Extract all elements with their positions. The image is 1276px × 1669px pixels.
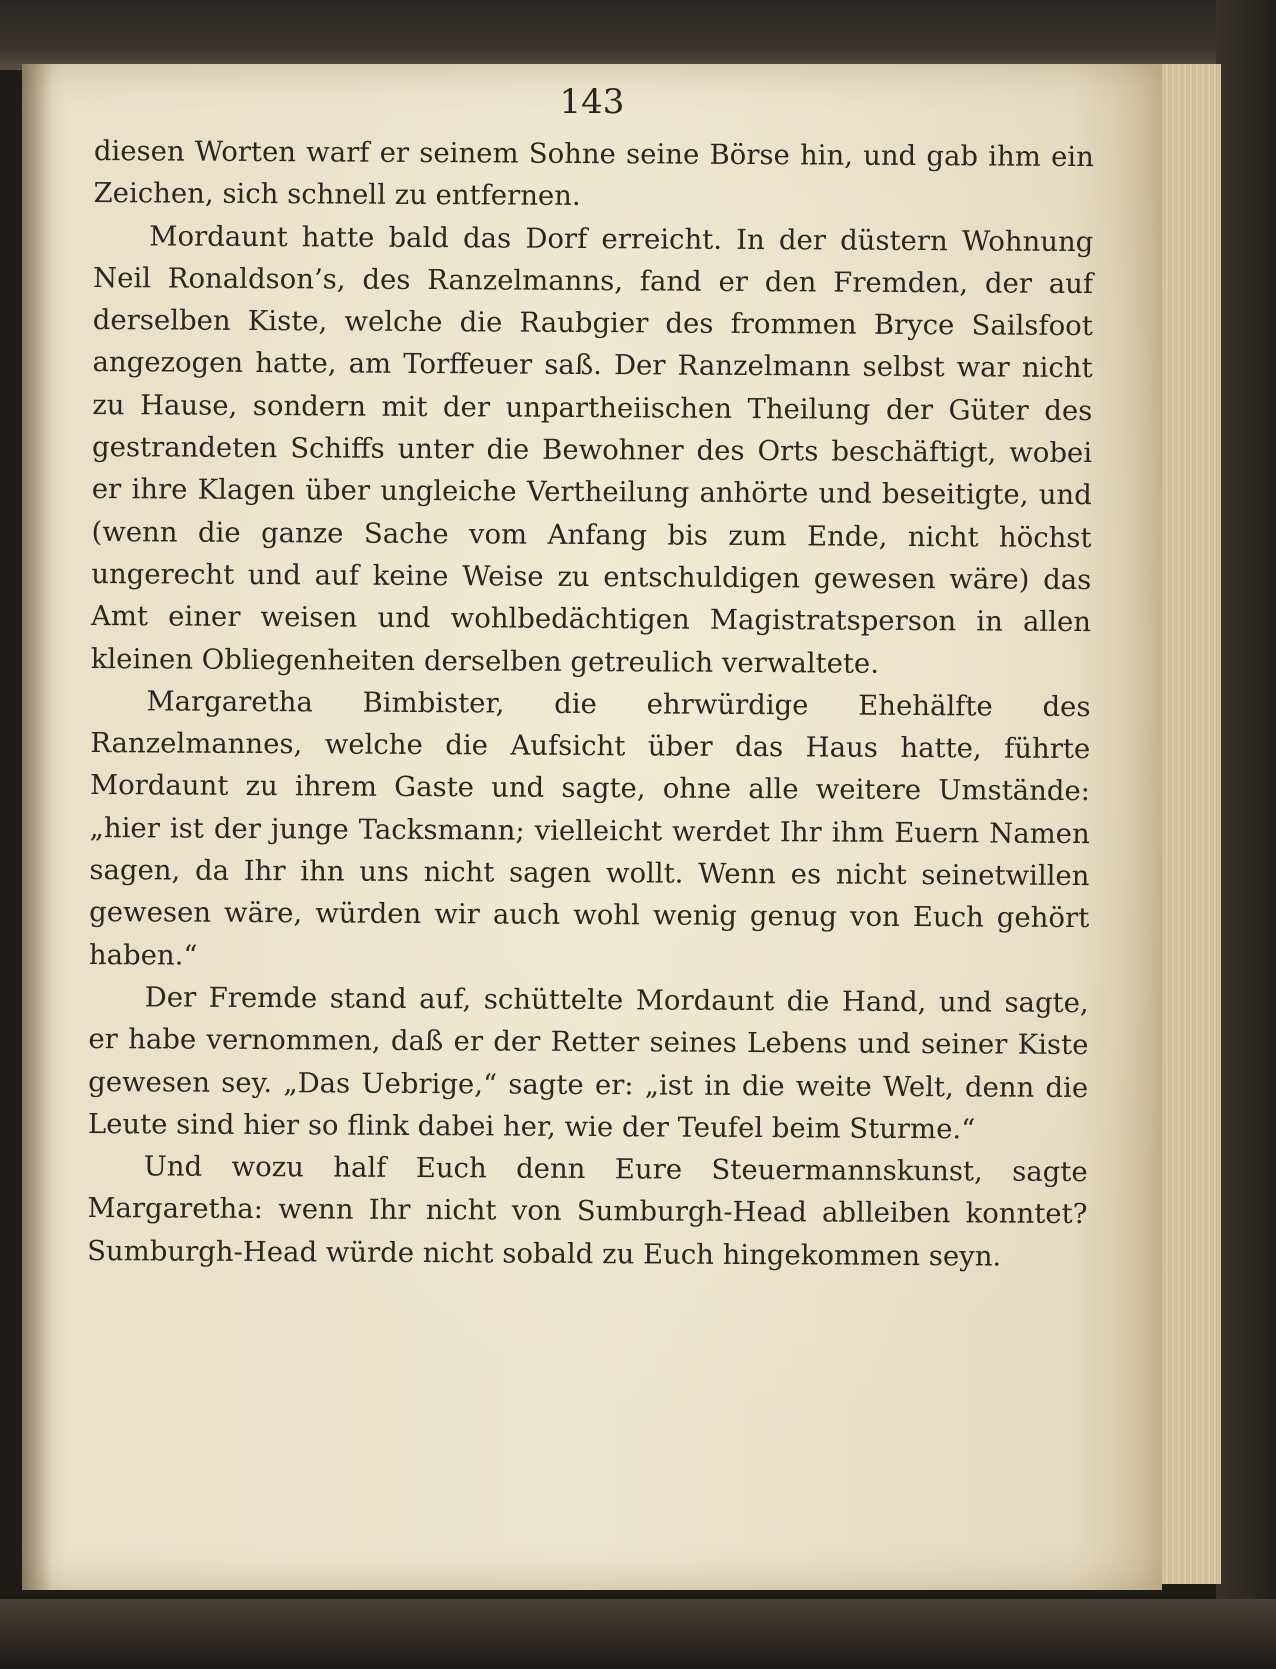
paragraph-continuation: diesen Worten warf er seinem Sohne seine Börse hin, und gab ihm ein Zeichen, sich schnell zu entfernen. <box>93 134 1094 213</box>
paragraph: Mordaunt hatte bald das Dorf erreicht. In der düstern Wohnung Neil Ronaldson’s, des Ranzelmanns, fand er den Fremden, der auf derselben Kiste, welche die Raubgier des frommen Bryce Sailsfoot angezogen hatte, am Torffeuer saß. Der Ranzelmann selbst war nicht zu Hause, sondern mit der unpartheiischen Theilung der Güter des gestrandeten Schiffs unter die Bewohner des Orts beschäftigt, wobei er ihre Klagen über ungleiche Vertheilung anhörte und beseitigte, und (wenn die ganze Sache vom Anfang bis zum Ende, nicht höchst ungerecht und auf keine Weise zu entschuldigen gewesen wäre) das Amt einer weisen und wohlbedächtigen Magistratsperson in allen kleinen Obliegenheiten derselben getreulich verwaltete. <box>90 219 1094 680</box>
paragraph: Und wozu half Euch denn Eure Steuermannskunst, sagte Margaretha: wenn Ihr nicht von Sumburgh-Head ablleiben konntet? Sumburgh-Head würde nicht sobald zu Euch hingekommen seyn. <box>87 1150 1088 1273</box>
book-cover-right <box>1216 0 1276 1669</box>
paragraph: Der Fremde stand auf, schüttelte Mordaunt die Hand, und sagte, er habe vernommen, daß er der Retter seines Lebens und seiner Kiste gewesen sey. „Das Uebrige,“ sagte er: „ist in die weite Welt, denn die Leute sind hier so flink dabei her, wie der Teufel beim Sturme.“ <box>87 981 1089 1146</box>
page-text <box>87 130 1094 1278</box>
book-cover-top <box>0 0 1276 70</box>
book-page <box>22 64 1162 1590</box>
paragraph: Margaretha Bimbister, die ehrwürdige Ehehälfte des Ranzelmannes, welche die Aufsicht über das Haus hatte, führte Mordaunt zu ihrem Gaste und sagte, ohne alle weitere Umstände: „hier ist der junge Tacksmann; vielleicht werdet Ihr ihm Euern Namen sagen, da Ihr ihn uns nicht sagen wollt. Wenn es nicht seinetwillen gewesen wäre, würden wir auch wohl wenig genug von Euch gehört haben.“ <box>88 685 1091 972</box>
book-cover-bottom <box>0 1599 1276 1669</box>
page-number: 143 <box>559 82 625 122</box>
page-gutter <box>22 64 52 1590</box>
